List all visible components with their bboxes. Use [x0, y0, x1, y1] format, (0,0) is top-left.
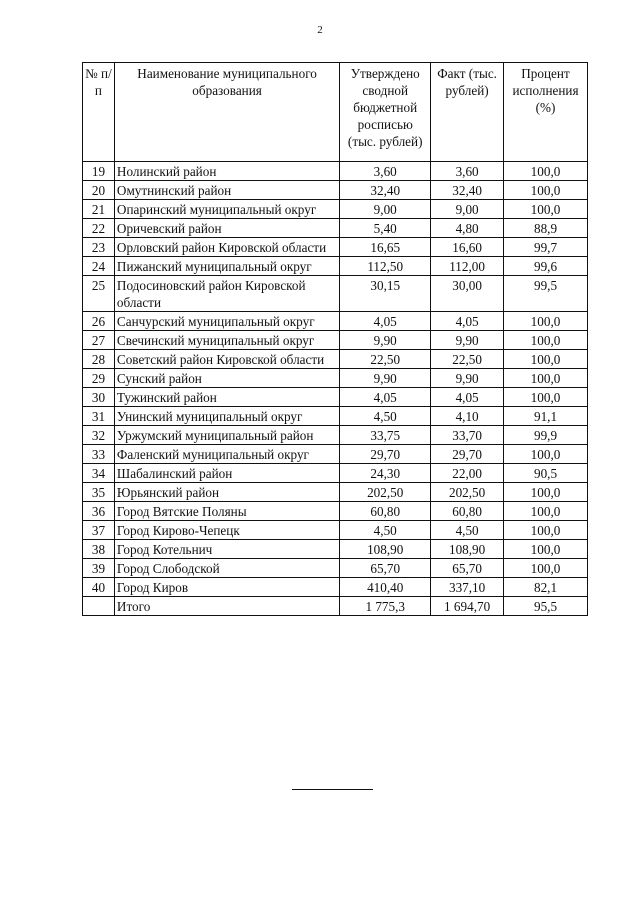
row-percent: 100,0 [504, 521, 588, 540]
row-name: Опаринский муниципальный округ [114, 200, 339, 219]
table-row [83, 200, 588, 219]
row-num: 39 [83, 559, 115, 578]
row-num: 29 [83, 369, 115, 388]
row-percent: 100,0 [504, 331, 588, 350]
row-num: 30 [83, 388, 115, 407]
table-row [83, 464, 588, 483]
row-name: Подосиновский район Кировской области [114, 276, 339, 312]
row-num: 33 [83, 445, 115, 464]
row-approved: 29,70 [340, 445, 431, 464]
table-row [83, 276, 588, 312]
row-percent: 88,9 [504, 219, 588, 238]
row-fact: 4,80 [431, 219, 504, 238]
row-name: Санчурский муниципальный округ [114, 312, 339, 331]
budget-execution-table [82, 62, 588, 616]
table-row [83, 426, 588, 445]
row-approved: 112,50 [340, 257, 431, 276]
header-fact: Факт (тыс. рублей) [431, 63, 504, 162]
header-num: № п/п [83, 63, 115, 162]
row-fact: 4,05 [431, 388, 504, 407]
row-num: 31 [83, 407, 115, 426]
row-approved: 65,70 [340, 559, 431, 578]
row-name: Город Слободской [114, 559, 339, 578]
table-row [83, 559, 588, 578]
total-approved: 1 775,3 [340, 597, 431, 616]
row-approved: 4,50 [340, 521, 431, 540]
row-approved: 9,90 [340, 331, 431, 350]
table-row [83, 219, 588, 238]
row-num: 19 [83, 162, 115, 181]
row-fact: 337,10 [431, 578, 504, 597]
row-percent: 99,9 [504, 426, 588, 445]
row-approved: 9,90 [340, 369, 431, 388]
table-row [83, 407, 588, 426]
row-fact: 22,50 [431, 350, 504, 369]
page-number: 2 [317, 24, 323, 36]
row-num: 38 [83, 540, 115, 559]
row-percent: 100,0 [504, 502, 588, 521]
row-approved: 32,40 [340, 181, 431, 200]
row-name: Советский район Кировской области [114, 350, 339, 369]
row-num: 35 [83, 483, 115, 502]
row-name: Юрьянский район [114, 483, 339, 502]
row-approved: 24,30 [340, 464, 431, 483]
row-name: Тужинский район [114, 388, 339, 407]
table-row [83, 181, 588, 200]
table-row [83, 238, 588, 257]
table-row [83, 162, 588, 181]
header-percent: Процент исполнения (%) [504, 63, 588, 162]
row-num: 27 [83, 331, 115, 350]
row-approved: 5,40 [340, 219, 431, 238]
row-percent: 100,0 [504, 200, 588, 219]
row-name: Сунский район [114, 369, 339, 388]
row-percent: 99,7 [504, 238, 588, 257]
table-row [83, 257, 588, 276]
row-percent: 100,0 [504, 540, 588, 559]
row-num: 37 [83, 521, 115, 540]
row-approved: 16,65 [340, 238, 431, 257]
row-fact: 3,60 [431, 162, 504, 181]
table-row [83, 331, 588, 350]
header-approved: Утверждено сводной бюджетной росписью (тыс. рублей) [340, 63, 431, 162]
table-row [83, 445, 588, 464]
row-fact: 16,60 [431, 238, 504, 257]
row-num: 21 [83, 200, 115, 219]
row-fact: 4,50 [431, 521, 504, 540]
table-row [83, 350, 588, 369]
row-approved: 202,50 [340, 483, 431, 502]
row-percent: 99,6 [504, 257, 588, 276]
row-num: 25 [83, 276, 115, 312]
row-percent: 82,1 [504, 578, 588, 597]
table-row [83, 578, 588, 597]
row-percent: 91,1 [504, 407, 588, 426]
row-name: Город Киров [114, 578, 339, 597]
row-fact: 9,00 [431, 200, 504, 219]
row-name: Город Кирово-Чепецк [114, 521, 339, 540]
row-fact: 4,05 [431, 312, 504, 331]
row-name: Шабалинский район [114, 464, 339, 483]
row-percent: 100,0 [504, 559, 588, 578]
total-num [83, 597, 115, 616]
table-body [83, 162, 588, 597]
table-row [83, 483, 588, 502]
total-label: Итого [114, 597, 339, 616]
row-fact: 108,90 [431, 540, 504, 559]
table-row [83, 388, 588, 407]
row-name: Свечинский муниципальный округ [114, 331, 339, 350]
row-num: 23 [83, 238, 115, 257]
row-name: Город Котельнич [114, 540, 339, 559]
row-fact: 32,40 [431, 181, 504, 200]
total-fact: 1 694,70 [431, 597, 504, 616]
row-approved: 410,40 [340, 578, 431, 597]
row-approved: 108,90 [340, 540, 431, 559]
row-fact: 9,90 [431, 331, 504, 350]
row-fact: 22,00 [431, 464, 504, 483]
total-row [83, 597, 588, 616]
row-num: 22 [83, 219, 115, 238]
row-num: 26 [83, 312, 115, 331]
row-percent: 99,5 [504, 276, 588, 312]
row-percent: 100,0 [504, 181, 588, 200]
header-name: Наименование муниципального образования [114, 63, 339, 162]
row-name: Омутнинский район [114, 181, 339, 200]
row-approved: 3,60 [340, 162, 431, 181]
row-approved: 9,00 [340, 200, 431, 219]
row-percent: 100,0 [504, 445, 588, 464]
table-row [83, 369, 588, 388]
row-name: Город Вятские Поляны [114, 502, 339, 521]
row-name: Оричевский район [114, 219, 339, 238]
row-fact: 33,70 [431, 426, 504, 445]
row-fact: 202,50 [431, 483, 504, 502]
row-num: 34 [83, 464, 115, 483]
table-row [83, 312, 588, 331]
total-percent: 95,5 [504, 597, 588, 616]
row-fact: 9,90 [431, 369, 504, 388]
row-name: Пижанский муниципальный округ [114, 257, 339, 276]
row-name: Уржумский муниципальный район [114, 426, 339, 445]
row-approved: 22,50 [340, 350, 431, 369]
row-fact: 29,70 [431, 445, 504, 464]
row-approved: 33,75 [340, 426, 431, 445]
row-num: 28 [83, 350, 115, 369]
row-num: 36 [83, 502, 115, 521]
row-approved: 4,05 [340, 388, 431, 407]
row-percent: 100,0 [504, 162, 588, 181]
row-percent: 100,0 [504, 312, 588, 331]
row-percent: 100,0 [504, 483, 588, 502]
row-fact: 65,70 [431, 559, 504, 578]
row-percent: 90,5 [504, 464, 588, 483]
row-fact: 112,00 [431, 257, 504, 276]
closing-divider-line [292, 789, 373, 790]
row-name: Унинский муниципальный округ [114, 407, 339, 426]
row-name: Нолинский район [114, 162, 339, 181]
row-num: 40 [83, 578, 115, 597]
table-row [83, 502, 588, 521]
row-percent: 100,0 [504, 388, 588, 407]
row-fact: 60,80 [431, 502, 504, 521]
row-num: 32 [83, 426, 115, 445]
row-fact: 4,10 [431, 407, 504, 426]
row-approved: 30,15 [340, 276, 431, 312]
row-num: 24 [83, 257, 115, 276]
table-row [83, 540, 588, 559]
row-num: 20 [83, 181, 115, 200]
table-header-row [83, 63, 588, 162]
row-name: Орловский район Кировской области [114, 238, 339, 257]
row-approved: 4,05 [340, 312, 431, 331]
row-name: Фаленский муниципальный округ [114, 445, 339, 464]
row-approved: 60,80 [340, 502, 431, 521]
row-percent: 100,0 [504, 369, 588, 388]
row-percent: 100,0 [504, 350, 588, 369]
row-approved: 4,50 [340, 407, 431, 426]
row-fact: 30,00 [431, 276, 504, 312]
table-row [83, 521, 588, 540]
